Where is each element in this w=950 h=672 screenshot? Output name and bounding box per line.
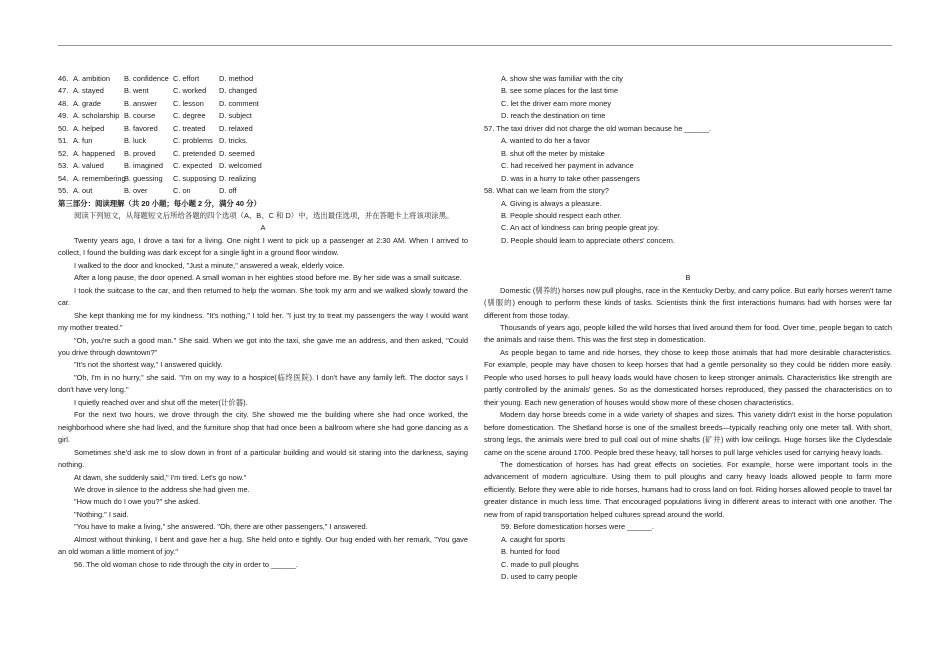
answer-option: C. had received her payment in advance [501,161,634,171]
paragraph: "Nothing." I said. [74,509,129,519]
paragraph: I walked to the door and knocked, "Just a minute," answered a weak, elderly voice. [74,260,345,270]
answer-option: B. shut off the meter by mistake [501,148,605,158]
option-d: D. subject [219,111,252,121]
cloze-answer-row [58,110,468,122]
question-number: 50. [58,123,69,133]
option-c: C. degree [173,111,206,121]
paragraph: Twenty years ago, I drove a taxi for a living. One night I went to pick up a passenger at 2:30 AM. When I arrived to collect, I found the building was dark except for a single light in a ground floor window. [58,235,468,258]
option-d: D. off [219,186,237,196]
passage-b-letter: B [685,273,691,283]
option-d: D. changed [219,86,257,96]
answer-option: B. People should respect each other. [501,210,622,220]
paragraph: Modern day horse breeds come in a wide variety of shapes and sizes. This variety didn't exist in the horse population before domestication. The Shetland horse is one of the smallest breeds—typically reaching only one meter tall. With short, strong legs, the animals were bred to pull coal out of mine shafts (矿井) with low ceilings. Huge horses like the Clydesdale came on the scene around 1700. People bred these heavy, tall horses to pull large vehicles used for carrying heavy loads. [484,410,892,457]
option-c: C. on [173,186,191,196]
option-c: C. treated [173,123,206,133]
option-a: A. helped [73,123,105,133]
cloze-answer-row [58,185,468,197]
option-b: B. proved [124,148,156,158]
cloze-answer-row [58,135,468,147]
passage-a-body [58,235,468,559]
option-a: A. happened [73,148,115,158]
option-c: C. problems [173,136,213,146]
paragraph: Sometimes she'd ask me to slow down in front of a particular building and would sit staring into the darkness, saying nothing. [58,447,468,470]
option-a: A. remembering [73,173,126,183]
option-d: D. seemed [219,148,255,158]
paragraph: "How much do I owe you?" she asked. [74,497,201,507]
answer-option: D. was in a hurry to take other passengers [501,173,640,183]
cloze-answer-row [58,85,468,97]
paragraph: "It's not the shortest way," I answered quickly. [74,360,223,370]
cloze-answer-row [58,160,468,172]
option-c: C. worked [173,86,207,96]
question-number: 46. [58,74,69,83]
question-number: 54. [58,173,69,183]
paragraph: I quietly reached over and shut off the meter(计价器). [74,397,248,407]
paragraph: Domestic (驯养的) horses now pull ploughs, race in the Kentucky Derby, and carry police. But early horses weren't tame (驯服的) enough to perform these kinds of tasks. Scientists think the first interactions humans had with horses were far different from those today. [484,285,892,320]
option-d: D. tricks. [219,136,248,146]
option-b: B. course [124,111,156,121]
answer-option: A. Giving is always a pleasure. [501,198,602,208]
answer-option: B. see some places for the last time [501,86,619,96]
paragraph: The domestication of horses has had great effects on societies. For example, horse were important tools in the advancement of modern agriculture. Using them to pull ploughs and carry heavy loads allowed people to farm more efficiently. Before they were able to ride horses, humans had to cross land on foot. Riding horses allowed people to travel far greater distance in much less time. That encouraged populations living in different areas to interact with one another. The new from of rapid transportation helped cultures spread around the world. [484,460,892,519]
paragraph: I took the suitcase to the car, and then returned to help the woman. She took my arm and we walked slowly toward the car. [58,285,468,308]
question-56-stem: 56. The old woman chose to ride through the city in order to ______. [74,559,298,569]
question-number: 51. [58,136,69,146]
option-c: C. supposing [173,173,217,183]
option-b: B. luck [124,136,147,146]
paragraph: After a long pause, the door opened. A small woman in her eighties stood before me. By her side was a small suitcase. [74,273,462,283]
question-58-stem: 58. What can we learn from the story? [484,186,609,196]
option-b: B. went [124,86,149,96]
question-57-options [484,135,892,185]
option-b: B. answer [124,98,157,108]
paragraph: "Oh, I'm in no hurry," she said. "I'm on my way to a hospice(临终医院). I don't have any family left. The doctor says I don't have very long." [58,372,468,395]
header-rule [58,45,892,46]
paragraph: "You have to make a living," she answered. "Oh, there are other passengers," I answered. [74,522,368,532]
option-a: A. stayed [73,86,104,96]
paragraph: For the next two hours, we drove through the city. She showed me the building where she had once worked, the neighborhood where she had lived, and the furniture shop that had once been a ballroom where she had gone dancing as a girl. [58,410,468,445]
section3-instruction: 阅读下列短文，从每题短文后所给各题的四个选项（A、B、C 和 D）中，选出最佳选项，并在答题卡上将该项涂黑。 [74,210,454,220]
option-c: C. expected [173,161,213,171]
cloze-answer-row [58,123,468,135]
option-d: D. comment [219,98,259,108]
paragraph: We drove in silence to the address she had given me. [74,484,250,494]
section3-heading: 第三部分：阅读理解（共 20 小题；每小题 2 分，满分 40 分） [58,198,261,208]
option-b: B. confidence [124,74,169,83]
question-number: 53. [58,161,69,171]
option-a: A. scholarship [73,111,120,121]
question-59-options [484,534,892,584]
question-number: 48. [58,98,69,108]
cloze-answer-row [58,173,468,185]
option-d: D. method [219,74,254,83]
option-a: A. valued [73,161,104,171]
paragraph: At dawn, she suddenly said," I'm tired. Let's go now." [74,472,247,482]
option-d: D. relaxed [219,123,253,133]
option-c: C. lesson [173,98,204,108]
passage-a-letter: A [260,223,266,233]
answer-option: C. made to pull ploughs [501,559,579,569]
answer-option: D. used to carry people [501,572,578,582]
left-column [58,73,468,571]
option-b: B. imagined [124,161,164,171]
paragraph: She kept thanking me for my kindness. "It's nothing," I told her. "I just try to treat my passengers the way I would want my mother treated." [58,310,468,333]
question-57-stem: 57. The taxi driver did not charge the old woman because he ______. [484,123,712,133]
option-c: C. pretended [173,148,216,158]
question-58-options [484,198,892,248]
right-column [484,73,892,584]
answer-option: A. caught for sports [501,534,566,544]
question-number: 47. [58,86,69,96]
paragraph: "Oh, you're such a good man." She said. When we got into the taxi, she gave me an address, and then asked, "Could you drive through downtown?" [58,335,468,357]
option-b: B. guessing [124,173,163,183]
question-number: 55. [58,186,69,196]
cloze-answer-row [58,73,468,85]
option-d: D. welcomed [219,161,262,171]
cloze-answer-row [58,98,468,110]
cloze-answer-list [58,73,468,198]
question-number: 52. [58,148,69,158]
cloze-answer-row [58,148,468,160]
option-c: C. effort [173,74,200,83]
paragraph: As people began to tame and ride horses, they chose to keep those animals that had more desirable characteristics. For example, people may have chosen to keep horses that had a gentle personality so they could be ridden more easily. People who used horses to pull heavy loads would have chosen to keep stronger animals. Characteristics like strength are partly controlled by the animals' genes. So as the domesticated horses reproduced, they passed the characteristics on to their young. Each new generation of houses would show more of these chosen characteristics. [484,347,892,407]
paragraph: Almost without thinking, I bent and gave her a hug. She held onto e tightly. Our hug ended with her remark, "You gave an old woman a little moment of joy." [58,534,468,557]
answer-option: C. let the driver earn more money [501,98,612,108]
question-number: 49. [58,111,69,121]
question-59-stem: 59. Before domestication horses were ______. [501,522,654,532]
option-a: A. ambition [73,74,110,83]
option-b: B. favored [124,123,158,133]
answer-option: A. wanted to do her a favor [501,136,590,146]
option-b: B. over [124,186,148,196]
answer-option: D. reach the destination on time [501,111,606,121]
paragraph: Thousands of years ago, people killed the wild horses that lived around them for food. Over time, people began to catch the animals and raise them. This was the first step in domestication. [484,323,892,345]
question-56-options [484,73,892,123]
answer-option: D. People should learn to appreciate others' concern. [501,235,675,245]
option-a: A. out [73,186,93,196]
passage-b-body [484,285,892,522]
answer-option: B. hunted for food [501,547,560,557]
option-a: A. fun [73,136,93,146]
answer-option: C. An act of kindness can bring people great joy. [501,223,660,233]
option-a: A. grade [73,98,101,108]
option-d: D. realizing [219,173,256,183]
answer-option: A. show she was familiar with the city [501,74,623,83]
